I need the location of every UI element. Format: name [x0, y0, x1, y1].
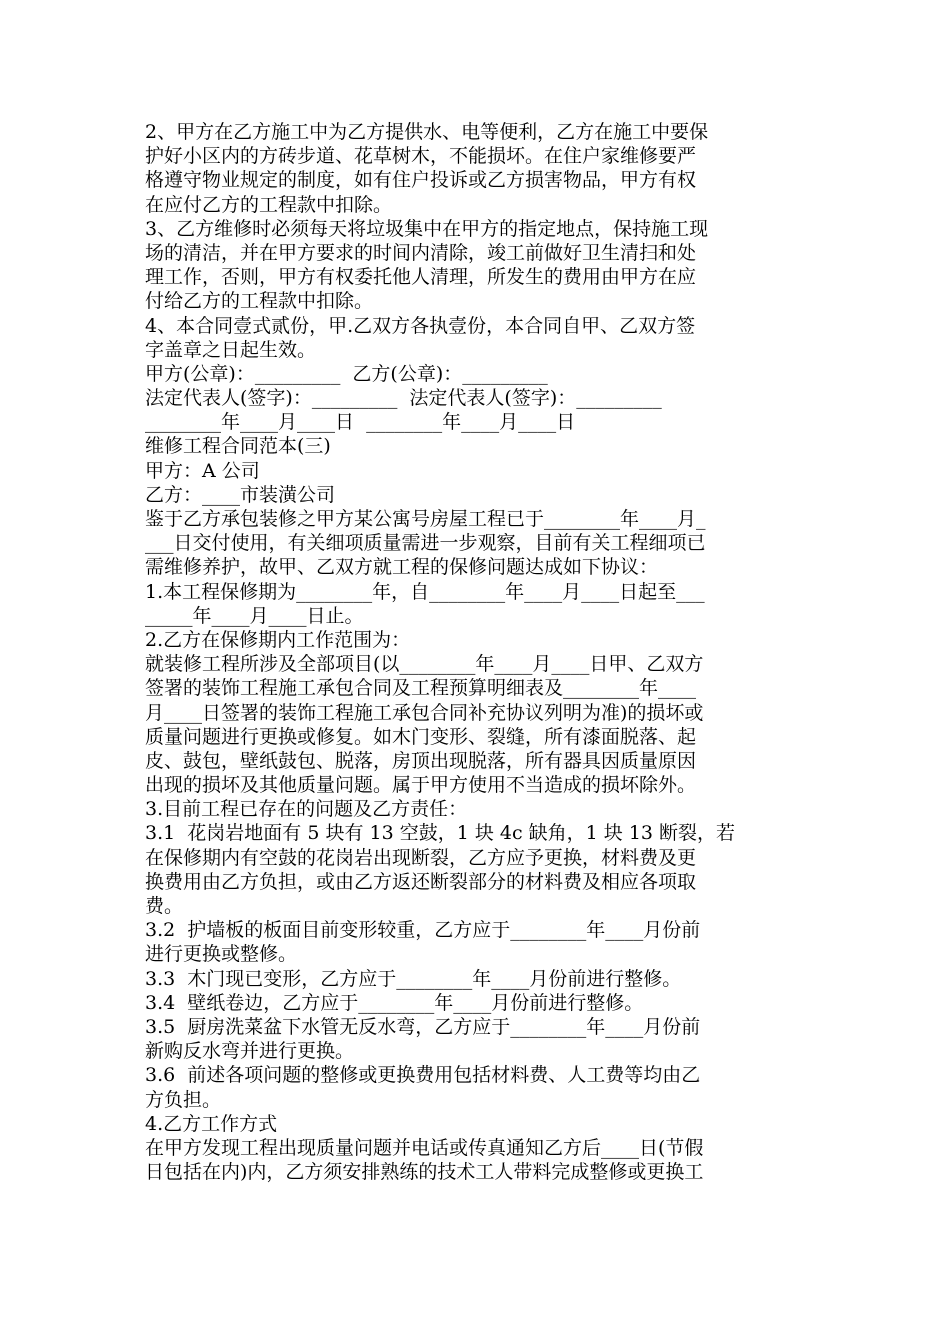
text-line: 需维修养护，故甲、乙双方就工程的保修问题达成如下协议： — [145, 556, 659, 579]
text-line: 场的清洁，并在甲方要求的时间内清除，竣工前做好卫生清扫和处 — [145, 241, 697, 264]
text-line: 4、本合同壹式贰份，甲.乙双方各执壹份，本合同自甲、乙双方签 — [145, 314, 696, 337]
text-line: 月____日签署的装饰工程施工承包合同补充协议列明为准)的损坏或 — [145, 701, 704, 724]
text-line: 甲方(公章)：_________ 乙方(公章)：_________ — [145, 362, 548, 385]
text-line: 3.4 壁纸卷边，乙方应于________年____月份前进行整修。 — [145, 991, 644, 1014]
text-line: 3.5 厨房洗菜盆下水管无反水弯，乙方应于________年____月份前 — [145, 1015, 701, 1038]
text-line: 4.乙方工作方式 — [145, 1112, 278, 1135]
text-line: 3.6 前述各项问题的整修或更换费用包括材料费、人工费等均由乙 — [145, 1064, 701, 1087]
text-line: 就装修工程所涉及全部项目(以________年____月____日甲、乙双方 — [145, 653, 704, 676]
text-line: 1.本工程保修期为________年，自________年____月____日起至___ — [145, 580, 705, 603]
text-line: 3、乙方维修时必须每天将垃圾集中在甲方的指定地点，保持施工现 — [145, 217, 709, 240]
text-line: 方负担。 — [145, 1088, 222, 1111]
text-line: 出现的损坏及其他质量问题。属于甲方使用不当造成的损坏除外。 — [145, 774, 697, 797]
text-line: 新购反水弯并进行更换。 — [145, 1040, 355, 1063]
text-line: ___日交付使用，有关细项质量需进一步观察，目前有关工程细项已 — [145, 532, 706, 555]
text-line: 3.3 木门现已变形，乙方应于________年____月份前进行整修。 — [145, 967, 682, 990]
text-line: 甲方：A 公司 — [145, 459, 260, 482]
text-line: 3.1 花岗岩地面有 5 块有 13 空鼓，1 块 4c 缺角，1 块 13 断裂，若 — [145, 822, 736, 845]
text-line: 2.乙方在保修期内工作范围为： — [145, 628, 411, 651]
text-line: 费。 — [145, 895, 184, 917]
text-line: 乙方：____市装潢公司 — [145, 483, 336, 506]
text-line: ________年____月____日 ________年____月____日 — [145, 411, 576, 434]
text-line: 3.2 护墙板的板面目前变形较重，乙方应于________年____月份前 — [145, 919, 701, 942]
text-line: 在保修期内有空鼓的花岗岩出现断裂，乙方应予更换，材料费及更 — [145, 846, 697, 869]
text-line: 换费用由乙方负担，或由乙方返还断裂部分的材料费及相应各项取 — [145, 870, 697, 893]
text-line: 签署的装饰工程施工承包合同及工程预算明细表及________年____ — [145, 677, 697, 700]
text-line: 字盖章之日起生效。 — [145, 338, 317, 361]
text-line: 在甲方发现工程出现质量问题并电话或传真通知乙方后____日(节假 — [145, 1136, 704, 1159]
document-body — [145, 120, 810, 1184]
text-line: 在应付乙方的工程款中扣除。 — [145, 193, 393, 216]
text-line: 维修工程合同范本(三) — [145, 435, 331, 458]
text-line: 法定代表人(签字)：_________ 法定代表人(签字)：_________ — [145, 387, 662, 410]
text-line: 付给乙方的工程款中扣除。 — [145, 290, 374, 313]
text-line: 皮、鼓包，壁纸鼓包、脱落，房顶出现脱落，所有器具因质量原因 — [145, 749, 697, 772]
text-line: 格遵守物业规定的制度，如有住户投诉或乙方损害物品，甲方有权 — [145, 169, 697, 192]
text-line: 护好小区内的方砖步道、花草树木，不能损坏。在住户家维修要严 — [145, 145, 697, 168]
text-line: 理工作，否则，甲方有权委托他人清理，所发生的费用由甲方在应 — [145, 266, 697, 289]
text-line: 鉴于乙方承包装修之甲方某公寓号房屋工程已于________年____月_ — [145, 508, 706, 530]
text-line: 进行更换或整修。 — [145, 943, 298, 966]
text-line: 日包括在内)内，乙方须安排熟练的技术工人带料完成整修或更换工 — [145, 1161, 704, 1184]
text-line: 3.目前工程已存在的问题及乙方责任： — [145, 798, 468, 821]
text-line: 2、甲方在乙方施工中为乙方提供水、电等便利，乙方在施工中要保 — [145, 121, 709, 143]
text-line: _____年____月____日止。 — [145, 604, 364, 627]
text-line: 质量问题进行更换或修复。如木门变形、裂缝，所有漆面脱落、起 — [145, 725, 697, 748]
